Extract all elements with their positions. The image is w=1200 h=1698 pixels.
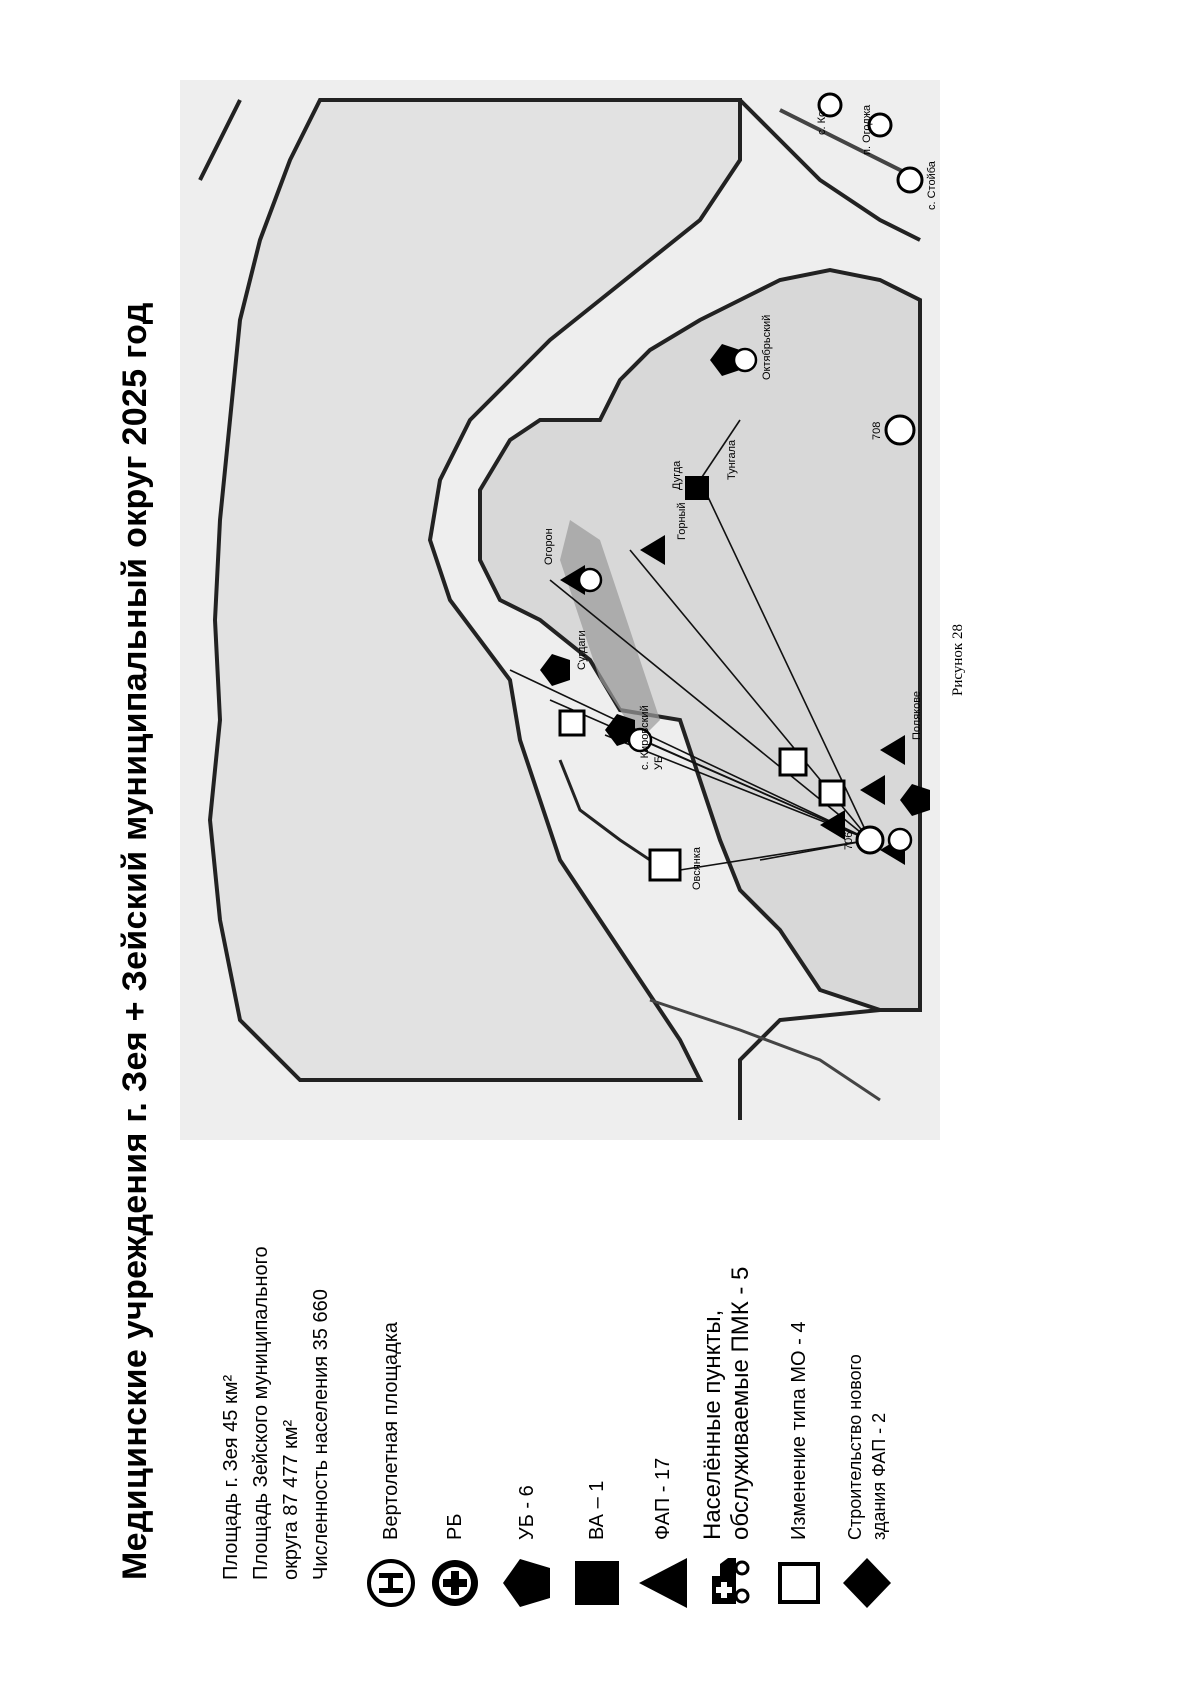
legend-label-ub: УБ - 6	[516, 1485, 538, 1540]
map-label-road-708: 708	[871, 421, 883, 440]
legend-row-district-hospital	[424, 1140, 486, 1620]
legend-label-fap: ФАП - 17	[652, 1457, 674, 1540]
map-label-ogoron: Огорон	[543, 528, 555, 565]
legend-row-pmk	[696, 1140, 758, 1620]
mobile-complex-icon	[700, 1556, 754, 1610]
slide-title: Медицинские учреждения г. Зея + Зейский муниципальный округ 2025 год	[116, 302, 154, 1580]
map-label-sugdagi: Сугдаги	[576, 630, 588, 670]
slide	[100, 80, 966, 1620]
map-label-polyakovsky: Полякове	[911, 690, 923, 740]
district-hospital-icon	[428, 1556, 482, 1610]
stat-area-city: Площадь г. Зея 45 км²	[220, 1374, 242, 1580]
type-change-marker-2	[650, 850, 680, 880]
legend-row-new-building	[836, 1140, 898, 1620]
map-label-gorny: Горный	[676, 502, 688, 540]
road-sign-marker-1	[898, 168, 922, 192]
type-change-marker-3	[780, 749, 806, 775]
legend-row-ub	[496, 1140, 558, 1620]
legend-label-pmk-line2: обслуживаемые ПМК - 5	[727, 1266, 754, 1540]
map-label-top-right: с. Ко	[816, 110, 828, 135]
legend-row-helipad	[360, 1140, 422, 1620]
legend-label-pmk	[696, 1267, 758, 1540]
map-label-tungala: Тунгала	[726, 439, 738, 480]
stat-area-district: Площадь Зейского муниципального	[250, 1246, 272, 1580]
map-label-dugda: Дугда	[671, 460, 683, 490]
map-label-road-706: 706	[843, 831, 855, 850]
legend-label-helipad: Вертолетная площадка	[380, 1321, 402, 1540]
stat-area-district-value: округа 87 477 км²	[280, 1419, 302, 1580]
legend-label-district-hospital: РБ	[444, 1513, 466, 1540]
legend-label-pmk-line1: Населённые пункты,	[699, 1309, 726, 1540]
helipad-marker-1	[579, 569, 601, 591]
stat-population: Численность населения 35 660	[310, 1289, 332, 1580]
helipad-marker-4	[889, 829, 911, 851]
map-canvas	[180, 80, 940, 1140]
helipad-marker-3	[734, 349, 756, 371]
legend-row-va	[566, 1140, 628, 1620]
pentagon-icon	[500, 1556, 554, 1610]
open-square-icon	[772, 1556, 826, 1610]
legend-label-new-building-line2: здания ФАП - 2	[869, 1412, 889, 1540]
triangle-icon	[636, 1556, 690, 1610]
diamond-icon	[840, 1556, 894, 1610]
legend-row-type-change	[768, 1140, 830, 1620]
map-label-ub: УБ	[653, 755, 665, 770]
helipad-icon	[364, 1556, 418, 1610]
legend-label-new-building-line1: Строительство нового	[845, 1354, 865, 1540]
map-label-oktyabrsky: Октябрьский	[761, 314, 773, 380]
square-icon	[570, 1556, 624, 1610]
legend-row-fap	[632, 1140, 694, 1620]
map-label-ovsyanka: Овсянка	[691, 847, 703, 890]
type-change-marker-1	[560, 711, 584, 735]
type-change-marker-4	[820, 781, 844, 805]
map-label-kirovsky: с. Кировский	[639, 705, 651, 770]
legend	[180, 1140, 940, 1620]
legend-label-type-change: Изменение типа МО - 4	[788, 1321, 810, 1540]
district-hospital-marker	[886, 416, 914, 444]
map	[180, 80, 940, 1140]
hub-zeya-marker	[857, 827, 883, 853]
map-label-ogodzha: п. Огоджа	[861, 104, 873, 155]
figure-caption: Рисунок 28	[950, 624, 966, 696]
legend-label-va: ВА – 1	[586, 1480, 608, 1540]
map-label-stoyba: с. Стойба	[926, 161, 938, 210]
va-marker-1	[685, 476, 709, 500]
legend-label-new-building	[836, 1354, 898, 1540]
